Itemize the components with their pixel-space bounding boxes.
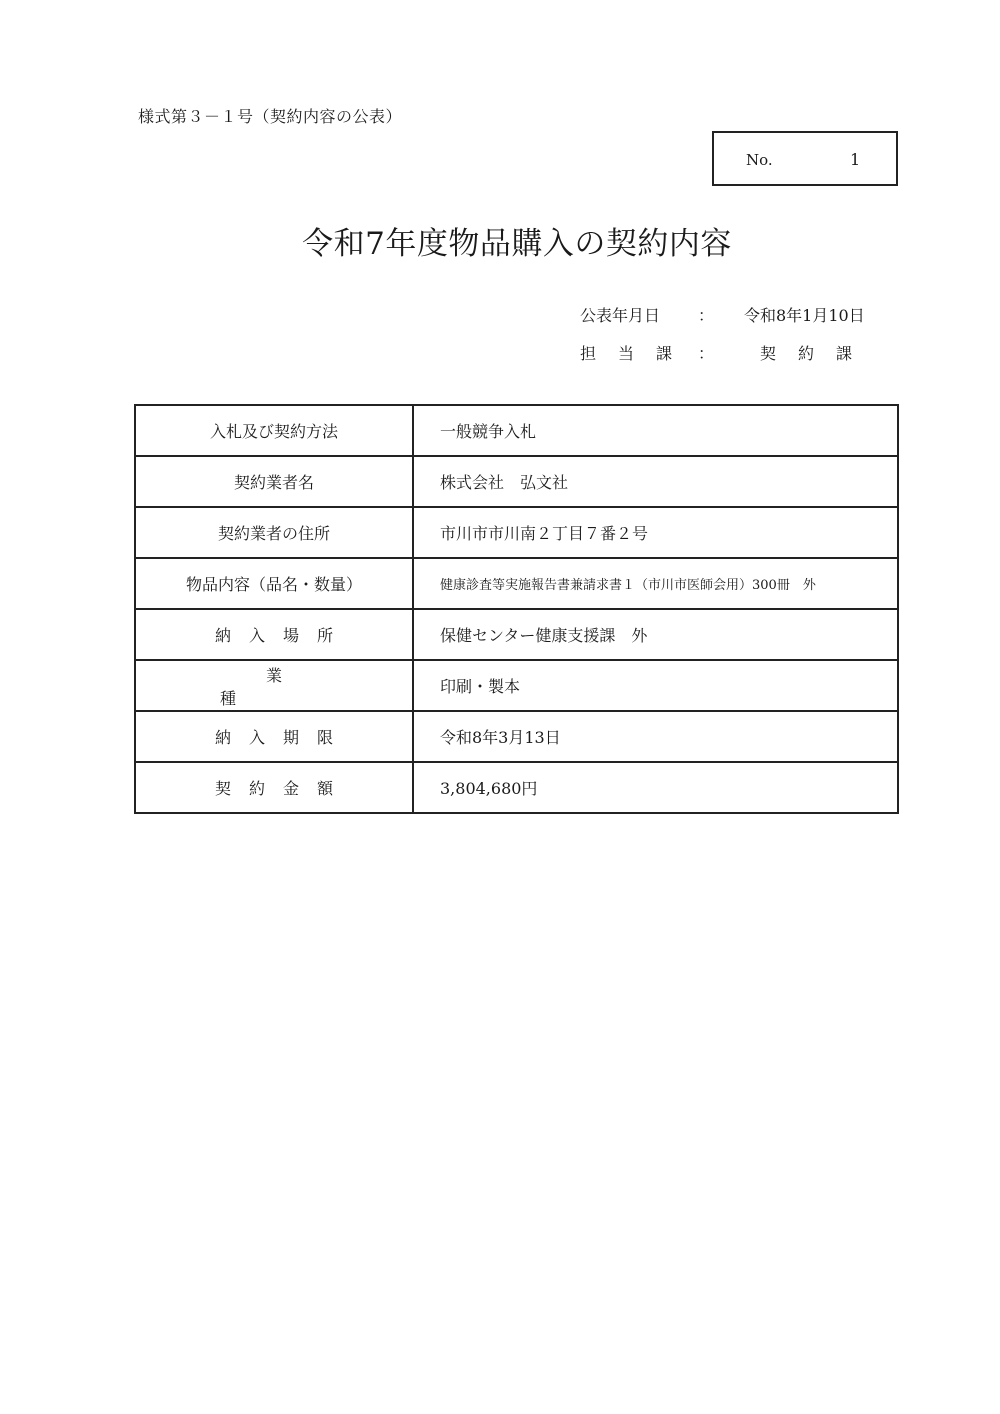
table-row (135, 558, 898, 609)
publish-date-value: 令和8年1月10日 (744, 306, 865, 325)
document-number-value: 1 (850, 150, 861, 169)
row-key-delivery-deadline: 納入期限 (214, 728, 351, 747)
publish-date-colon: ： (698, 306, 715, 325)
contract-table (134, 404, 899, 814)
row-key-goods-content: 物品内容（品名・数量） (135, 558, 413, 609)
department-row (580, 341, 900, 365)
row-value-delivery-place: 保健センター健康支援課 外 (413, 609, 898, 660)
row-value-contract-amount: 3,804,680円 (413, 762, 898, 813)
row-key-contractor-address: 契約業者の住所 (135, 507, 413, 558)
table-row (135, 609, 898, 660)
row-key-industry: 業種 (219, 665, 374, 708)
document-number-box (712, 131, 898, 186)
row-value-bid-method: 一般競争入札 (413, 405, 898, 456)
department-label: 担当課 (580, 344, 695, 363)
row-value-delivery-deadline: 令和8年3月13日 (413, 711, 898, 762)
row-key-contractor-name: 契約業者名 (135, 456, 413, 507)
publish-date-label: 公表年月日 (580, 306, 661, 325)
table-row (135, 507, 898, 558)
form-number-label: 様式第３－１号（契約内容の公表） (138, 107, 403, 126)
table-row (135, 762, 898, 813)
table-row (135, 660, 898, 711)
table-row (135, 405, 898, 456)
row-value-industry: 印刷・製本 (413, 660, 898, 711)
document-title: 令和7年度物品購入の契約内容 (302, 226, 732, 262)
publish-date-row (580, 303, 900, 327)
row-key-bid-method: 入札及び契約方法 (135, 405, 413, 456)
row-value-goods-content: 健康診査等実施報告書兼請求書１（市川市医師会用）300冊 外 (413, 558, 898, 609)
row-key-contract-amount: 契約金額 (214, 779, 351, 798)
table-row (135, 456, 898, 507)
table-row (135, 711, 898, 762)
department-colon: ： (698, 344, 715, 363)
document-number-label: No. (746, 151, 773, 169)
row-value-contractor-address: 市川市市川南２丁目７番２号 (413, 507, 898, 558)
row-value-contractor-name: 株式会社 弘文社 (413, 456, 898, 507)
department-value: 契約課 (760, 344, 875, 363)
row-key-delivery-place: 納入場所 (214, 626, 351, 645)
